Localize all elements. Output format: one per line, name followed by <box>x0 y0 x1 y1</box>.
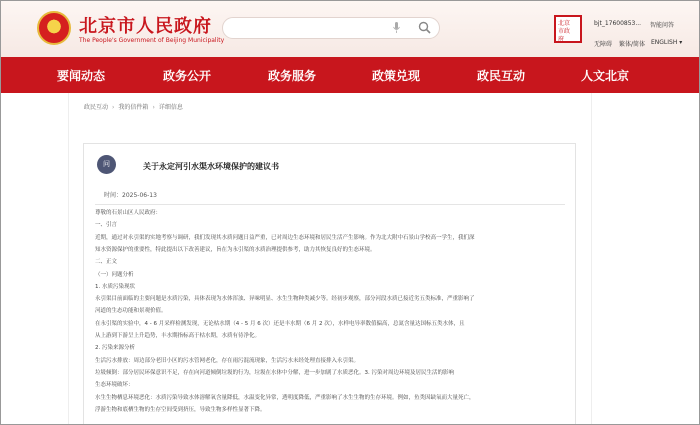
nav-item-interaction[interactable]: 政民互动 <box>477 69 526 83</box>
time-label: 时间： <box>104 192 123 199</box>
search-icon[interactable] <box>418 21 431 34</box>
nav-item-gov-services[interactable]: 政务服务 <box>268 69 317 83</box>
traditional-simplified-link[interactable]: 繁体/简体 <box>619 41 646 48</box>
english-link[interactable] <box>651 39 682 46</box>
letter-body-line: 生态环境破坏： <box>95 382 134 389</box>
letter-body-line: 1. 水质污染现状 <box>95 283 135 290</box>
star-icon: ★ <box>49 17 59 30</box>
letter-body-line: 河道的生态功能和景观价值。 <box>95 308 167 315</box>
user-name[interactable]: bjt_17600853... <box>594 20 642 27</box>
breadcrumb-current: 详细信息 <box>158 104 183 111</box>
letter-body-line: 二、正文 <box>95 259 118 266</box>
letter-body-line: 知水资源保护的重要性，特此提出以下改善建议，旨在为永引渠的水质治理提供参考，助力其恢复良好的生态环境。 <box>95 246 376 253</box>
english-label: ENGLISH <box>651 39 678 46</box>
national-emblem-icon <box>37 11 71 45</box>
site-title[interactable]: 北京市人民政府 <box>79 16 212 37</box>
site-header <box>1 1 699 57</box>
breadcrumb-separator: › <box>152 104 155 111</box>
breadcrumb-item[interactable]: 我的信件箱 <box>118 104 149 111</box>
letter-body-line: 永引渠目前面临的主要问题是水质污染，具体表现为水体浑浊、异味明显、水生生物种类减少等。经初步观察，部分河段水质已接近劣五类标准，严重影响了 <box>95 296 475 303</box>
letter-body-line: 水生生物栖息环境恶化：水质污染导致水体溶解氧含量降低，水温变化异常，透明度降低，严重影响了水生生物的生存环境。例如，鱼类因缺氧而大量死亡， <box>95 394 475 401</box>
divider <box>95 204 565 205</box>
seal-logo[interactable]: 北京 市政 府 <box>554 15 582 43</box>
breadcrumb-separator: › <box>112 104 115 111</box>
letter-body-line: 2. 污染来源分析 <box>95 345 135 352</box>
main-content <box>68 93 592 425</box>
nav-item-culture[interactable]: 人文北京 <box>581 69 630 83</box>
main-nav <box>1 57 699 93</box>
letter-body-line: 近期，通过对永引渠的实地考察与调研，我们发现其水质问题日益严重，已对周边生态环境和居民生活产生影响。作为北大附中石景山学校高一学生，我们深 <box>95 234 475 241</box>
nav-item-gov-affairs[interactable]: 政务公开 <box>163 69 212 83</box>
letter-body-line: 尊敬的石景山区人民政府： <box>95 210 162 216</box>
site-subtitle: The People's Government of Beijing Municipality <box>79 37 225 44</box>
letter-body-line: 一、引言 <box>95 222 118 229</box>
letter-body-line: （一）问题分析 <box>95 271 134 278</box>
letter-card <box>83 143 576 425</box>
mic-icon[interactable] <box>393 22 400 33</box>
breadcrumb <box>84 102 183 111</box>
nav-item-policy[interactable]: 政策兑现 <box>372 69 421 83</box>
search-input[interactable] <box>222 17 440 39</box>
letter-title: 关于永定河引水渠水环境保护的建议书 <box>143 162 279 171</box>
letter-body-line: 在永引渠的实验中，4 - 6 月采样检测发现，无论枯水期（4 - 5 月 6 次）还是丰水期（6 月 2 次），水样电导率数值偏高，总氮含量达国标五类水体，且 <box>95 320 465 327</box>
letter-body-line: 垃圾倾倒：部分居民环保意识不足，存在向河道倾倒垃圾的行为，垃圾在水体中分解，进一步加剧了水质恶化。3. 污染对周边环境及居民生活的影响 <box>95 369 455 376</box>
letter-body-line: 生活污水排放：周边部分老旧小区的污水管网老化，存在雨污混流现象，生活污水未经处理直接排入永引渠。 <box>95 357 360 364</box>
chevron-down-icon: ▾ <box>679 39 683 46</box>
time-value: 2025-06-13 <box>122 192 157 199</box>
question-badge: 问 <box>97 155 116 174</box>
letter-body-line: 从上游到下游呈上升趋势，丰水期指标高于枯水期，水质有待净化。 <box>95 333 261 339</box>
smart-qa-link[interactable]: 智能问答 <box>650 22 675 29</box>
accessibility-link[interactable]: 无障碍 <box>594 41 613 48</box>
letter-body-line: 浮游生物和底栖生物的生存空间受到挤压，导致生物多样性显著下降。 <box>95 406 266 413</box>
nav-item-news[interactable]: 要闻动态 <box>57 69 106 83</box>
letter-time <box>104 190 157 199</box>
breadcrumb-item[interactable]: 政民互动 <box>84 104 109 111</box>
